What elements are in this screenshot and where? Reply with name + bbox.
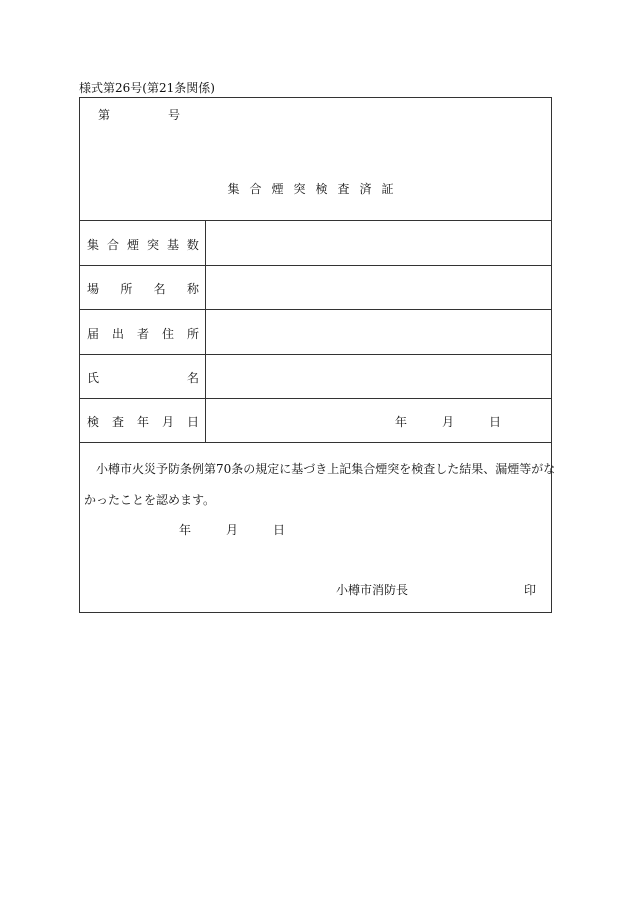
label-column-divider: [205, 220, 206, 442]
inspection-date-day: 日: [489, 415, 502, 429]
form-number-label: 様式第26号(第21条関係): [79, 81, 215, 95]
certification-text-line1: 小樽市火災予防条例第70条の規定に基づき上記集合煙突を検査した結果、漏煙等がな: [96, 462, 556, 476]
label-applicant-address: 届 出 者 住 所: [87, 327, 199, 341]
certification-text-line2: かったことを認めます。: [84, 493, 216, 507]
number-dai: 第: [98, 108, 111, 122]
certificate-title: 集合煙突検査済証: [227, 182, 404, 196]
seal-mark: 印: [524, 583, 537, 597]
table-bottom-rule: [80, 442, 551, 443]
certificate-frame: [79, 97, 556, 613]
inspection-date-month: 月: [442, 415, 455, 429]
inspection-date-year: 年: [395, 415, 408, 429]
issuer-title: 小樽市消防長: [336, 583, 409, 597]
certification-date-month: 月: [226, 523, 239, 537]
certification-date-day: 日: [273, 523, 286, 537]
certification-date-year: 年: [179, 523, 192, 537]
row-rule: [80, 398, 551, 399]
label-chimney-count: 集 合 煙 突 基 数: [87, 238, 199, 252]
label-inspection-date: 検 査 年 月 日: [87, 415, 199, 429]
row-rule: [80, 265, 551, 266]
row-rule: [80, 354, 551, 355]
label-location-name: 場 所 名 称: [87, 282, 199, 296]
number-go: 号: [168, 108, 181, 122]
label-name: 氏 名: [87, 371, 199, 385]
table-top-rule: [80, 220, 551, 221]
row-rule: [80, 309, 551, 310]
